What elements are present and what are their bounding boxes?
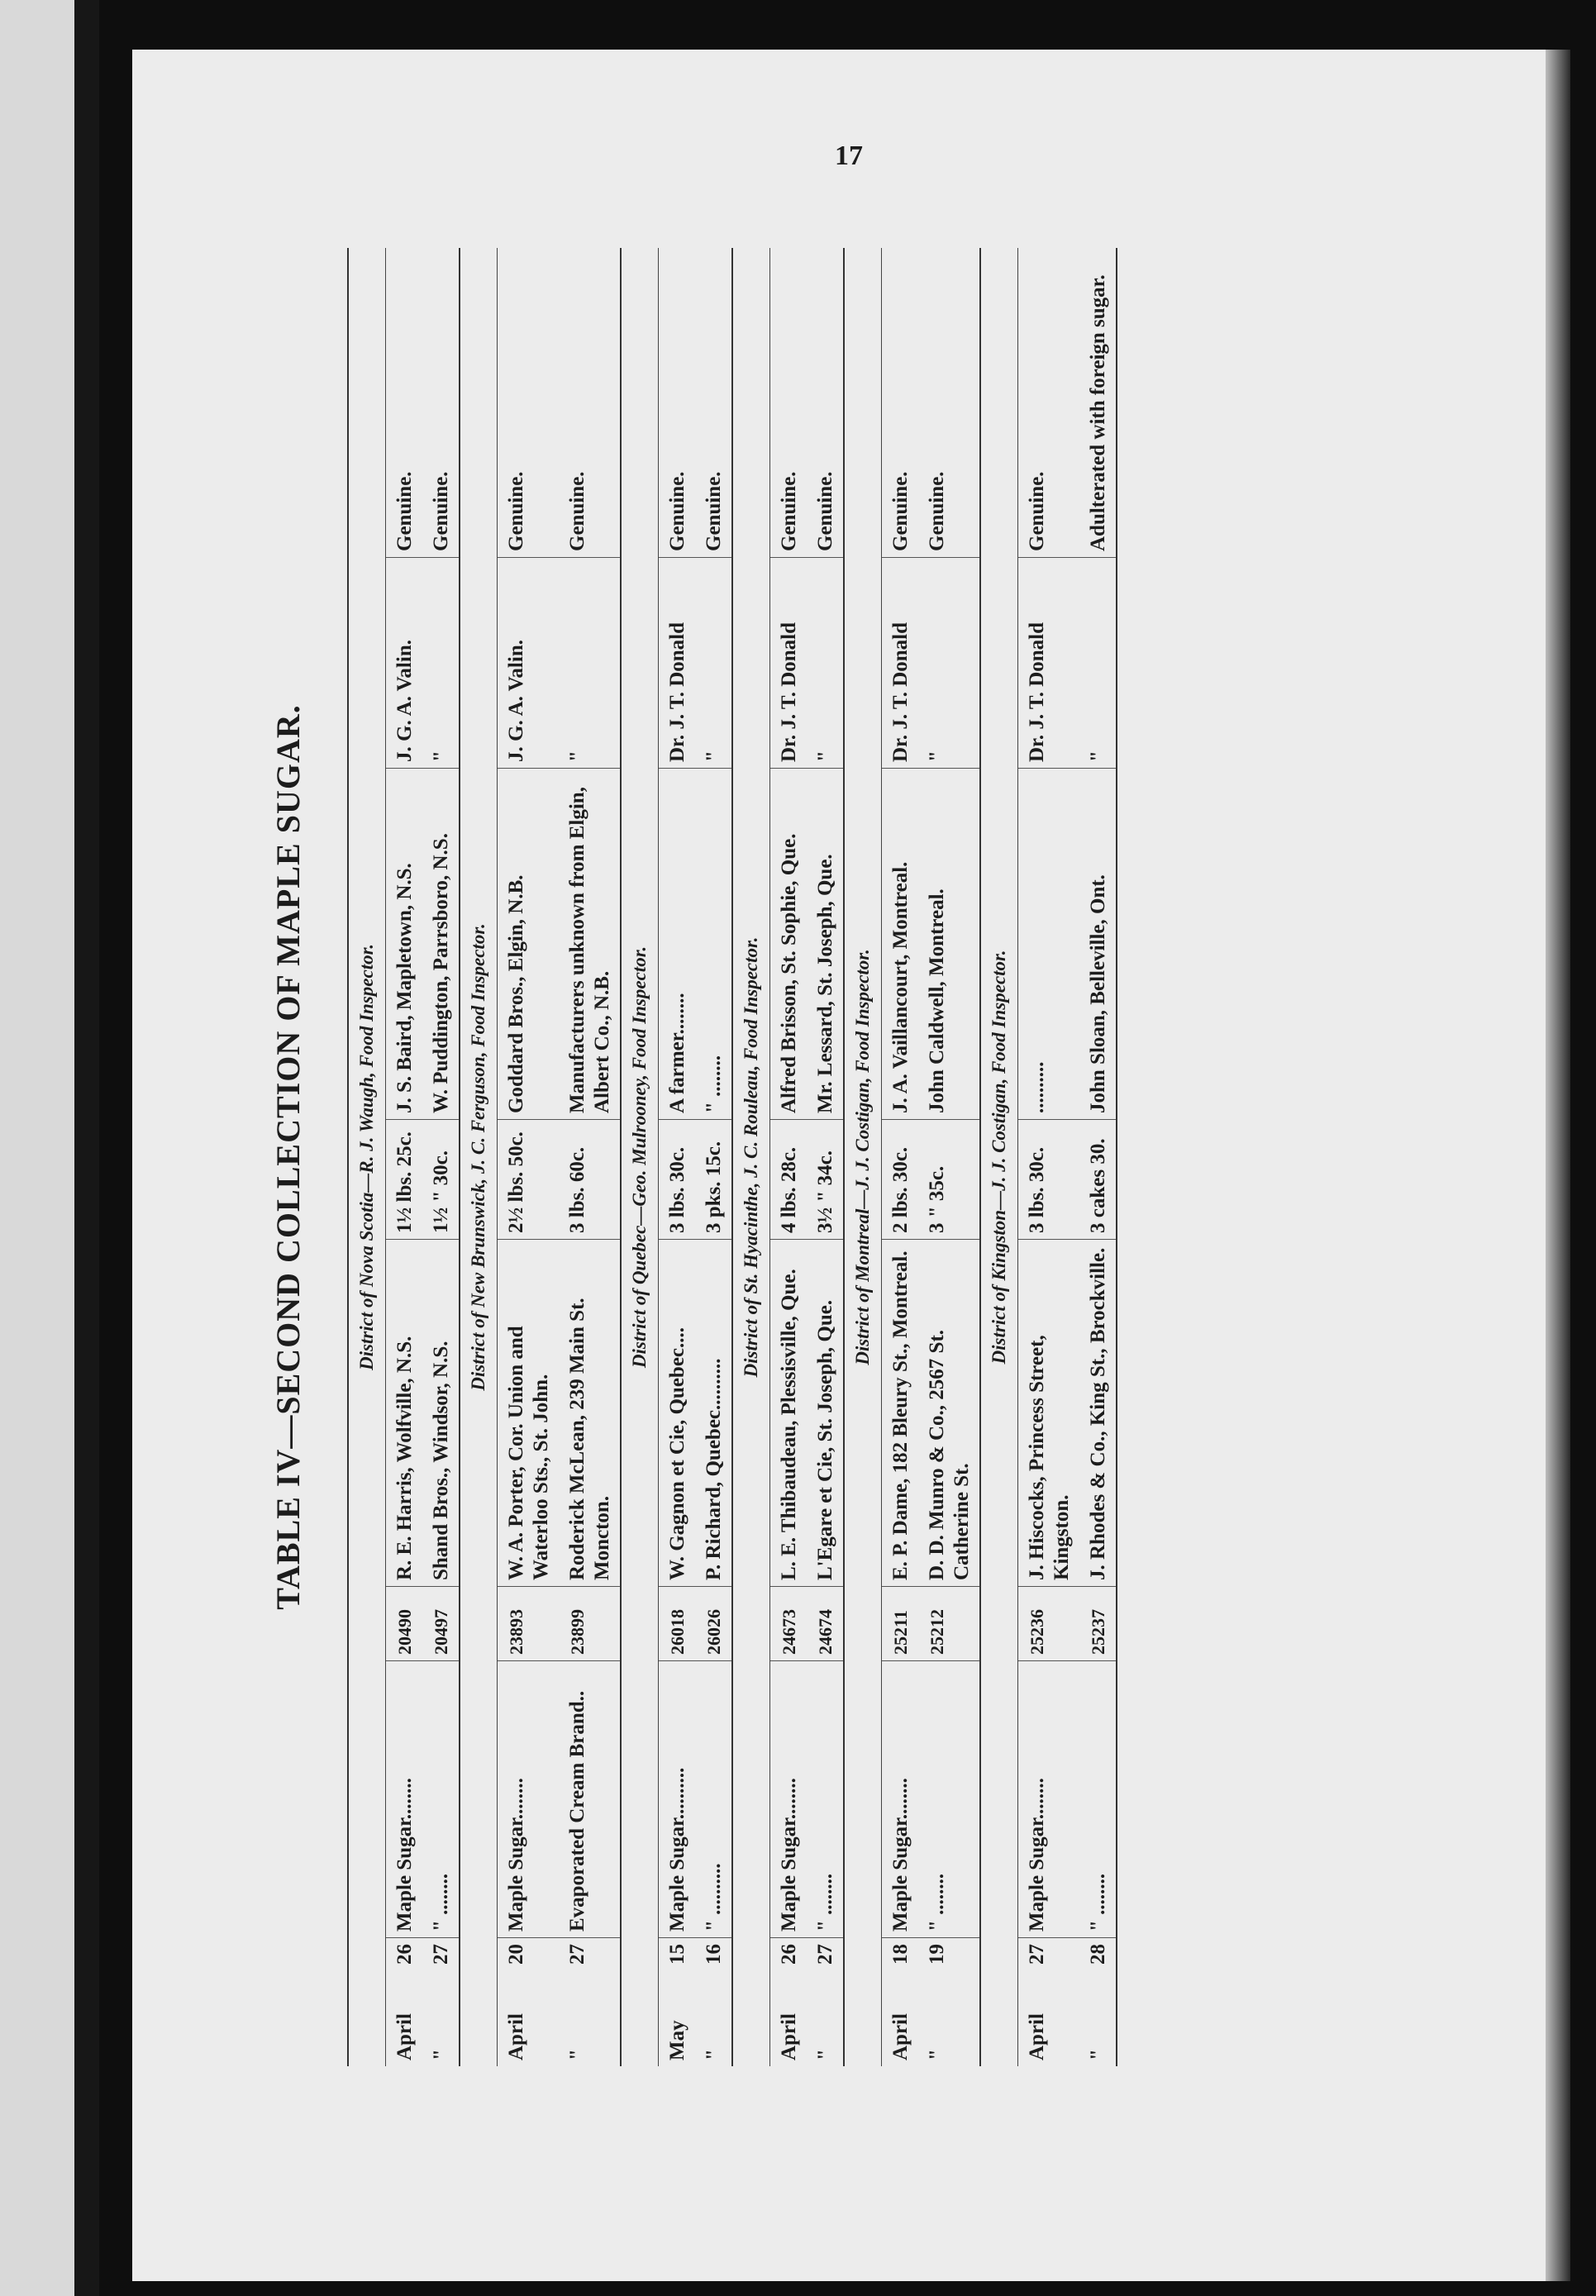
month: April (505, 2013, 527, 2060)
day: 27 (566, 1944, 588, 1965)
manufacturer-cell: W. Puddington, Parrsboro, N.S. (422, 769, 459, 1120)
month: April (393, 2013, 416, 2060)
day: 18 (889, 1944, 912, 1965)
article-cell: Maple Sugar.......... (659, 1661, 695, 1938)
price-cell: 1½ lbs. 25c. (386, 1120, 422, 1240)
month: April (778, 2013, 800, 2060)
district-heading: District of Quebec—Geo. Mulrooney, Food Inspector. (622, 248, 659, 2066)
table-row (918, 248, 981, 2066)
result-cell: Genuine. (1018, 248, 1079, 558)
manufacturer-cell: Alfred Brisson, St. Sophie, Que. (770, 769, 807, 1120)
table-row (559, 248, 622, 2066)
price-cell: 3 pks. 15c. (695, 1120, 731, 1240)
manufacturer-cell: J. A. Vaillancourt, Montreal. (882, 769, 918, 1120)
sample-number-cell: 25237 (1079, 1587, 1116, 1661)
date-cell (422, 1938, 459, 2066)
month: " (814, 2049, 836, 2060)
price-cell: 1½ " 30c. (422, 1120, 459, 1240)
sample-number-cell: 24673 (770, 1587, 807, 1661)
manufacturer-cell: Mr. Lessard, St. Joseph, Que. (807, 769, 843, 1120)
analyst-cell: J. G. A. Valin. (498, 558, 559, 769)
result-cell: Genuine. (498, 248, 559, 558)
vendor-cell: W. Gagnon et Cie, Quebec.... (659, 1240, 695, 1587)
manufacturer-cell: J. S. Baird, Mapletown, N.S. (386, 769, 422, 1120)
article-cell: Maple Sugar........ (770, 1661, 807, 1938)
date-cell (1018, 1938, 1079, 2066)
table-row (659, 248, 695, 2066)
month: " (430, 2049, 452, 2060)
day: 26 (778, 1944, 800, 1965)
table-title: TABLE IV—SECOND COLLECTION OF MAPLE SUGAR. (269, 704, 307, 1610)
left-scan-strip (0, 0, 99, 2296)
analyst-cell: " (695, 558, 731, 769)
table-row (498, 248, 559, 2066)
date-cell (695, 1938, 731, 2066)
district-heading: District of Nova Scotia—R. J. Waugh, Food Inspector. (349, 248, 386, 2066)
manufacturer-cell: A farmer........ (659, 769, 695, 1120)
day: 27 (814, 1944, 836, 1965)
sample-number-cell: 20490 (386, 1587, 422, 1661)
table-row (695, 248, 733, 2066)
district-heading: District of New Brunswick, J. C. Ferguson, Food Inspector. (460, 248, 498, 2066)
sample-number-cell: 25212 (918, 1587, 979, 1661)
article-cell: " ........ (422, 1661, 459, 1938)
district-heading: District of Montreal—J. J. Costigan, Food Inspector. (845, 248, 882, 2066)
result-cell: Genuine. (422, 248, 459, 558)
rotated-table-area (174, 248, 1446, 2066)
date-cell (559, 1938, 620, 2066)
vendor-cell: D. D. Munro & Co., 2567 St. Catherine St. (918, 1240, 979, 1587)
district-heading: District of St. Hyacinthe, J. C. Rouleau, Food Inspector. (733, 248, 770, 2066)
month: " (703, 2049, 725, 2060)
date-cell (386, 1938, 422, 2066)
table-row (807, 248, 845, 2066)
price-cell: 2½ lbs. 50c. (498, 1120, 559, 1240)
sample-number-cell: 26018 (659, 1587, 695, 1661)
sample-number-cell: 25211 (882, 1587, 918, 1661)
vendor-cell: W. A. Porter, Cor. Union and Waterloo Sts., St. John. (498, 1240, 559, 1587)
month: " (1087, 2049, 1109, 2060)
vendor-cell: L'Egare et Cie, St. Joseph, Que. (807, 1240, 843, 1587)
price-cell: 3 lbs. 60c. (559, 1120, 620, 1240)
manufacturer-cell: " ........ (695, 769, 731, 1120)
article-cell: Evaporated Cream Brand.. (559, 1661, 620, 1938)
result-cell: Genuine. (695, 248, 731, 558)
table-row (386, 248, 422, 2066)
result-cell: Genuine. (882, 248, 918, 558)
article-cell: " .......... (695, 1661, 731, 1938)
manufacturer-cell: Goddard Bros., Elgin, N.B. (498, 769, 559, 1120)
price-cell: 3 lbs. 30c. (659, 1120, 695, 1240)
date-cell (659, 1938, 695, 2066)
sample-number-cell: 26026 (695, 1587, 731, 1661)
vendor-cell: R. E. Harris, Wolfville, N.S. (386, 1240, 422, 1587)
month: " (566, 2049, 588, 2060)
result-cell: Genuine. (559, 248, 620, 558)
manufacturer-cell: John Caldwell, Montreal. (918, 769, 979, 1120)
table-row (1018, 248, 1079, 2066)
month: May (666, 2020, 688, 2060)
sample-number-cell: 23899 (559, 1587, 620, 1661)
table-row (882, 248, 918, 2066)
result-cell: Genuine. (918, 248, 979, 558)
analyst-cell: Dr. J. T. Donald (1018, 558, 1079, 769)
date-cell (498, 1938, 559, 2066)
result-cell: Genuine. (659, 248, 695, 558)
analyst-cell: Dr. J. T. Donald (659, 558, 695, 769)
sample-number-cell: 20497 (422, 1587, 459, 1661)
page-edge (1546, 50, 1570, 2281)
month: April (889, 2013, 912, 2060)
day: 16 (703, 1944, 725, 1965)
vendor-cell: Shand Bros., Windsor, N.S. (422, 1240, 459, 1587)
manufacturer-cell: .......... (1018, 769, 1079, 1120)
analyst-cell: Dr. J. T. Donald (770, 558, 807, 769)
vendor-cell: P. Richard, Quebec.......... (695, 1240, 731, 1587)
date-cell (918, 1938, 979, 2066)
day: 28 (1087, 1944, 1109, 1965)
article-cell: Maple Sugar........ (386, 1661, 422, 1938)
day: 27 (430, 1944, 452, 1965)
day: 20 (505, 1944, 527, 1965)
price-cell: 3 " 35c. (918, 1120, 979, 1240)
article-cell: " ........ (918, 1661, 979, 1938)
analyst-cell: " (1079, 558, 1116, 769)
day: 27 (1026, 1944, 1048, 1965)
day: 26 (393, 1944, 416, 1965)
sample-number-cell: 23893 (498, 1587, 559, 1661)
price-cell: 4 lbs. 28c. (770, 1120, 807, 1240)
date-cell (882, 1938, 918, 2066)
price-cell: 3 lbs. 30c. (1018, 1120, 1079, 1240)
analyst-cell: " (918, 558, 979, 769)
result-cell: Genuine. (386, 248, 422, 558)
analyst-cell: " (422, 558, 459, 769)
day: 19 (926, 1944, 948, 1965)
sample-number-cell: 24674 (807, 1587, 843, 1661)
sample-number-cell: 25236 (1018, 1587, 1079, 1661)
maple-sugar-table (347, 248, 1117, 2066)
analyst-cell: " (559, 558, 620, 769)
analyst-cell: Dr. J. T. Donald (882, 558, 918, 769)
vendor-cell: J. Rhodes & Co., King St., Brockville. (1079, 1240, 1116, 1587)
page-number: 17 (835, 141, 863, 171)
date-cell (807, 1938, 843, 2066)
analyst-cell: " (807, 558, 843, 769)
vendor-cell: Roderick McLean, 239 Main St. Moncton. (559, 1240, 620, 1587)
price-cell: 3½ " 34c. (807, 1120, 843, 1240)
day: 15 (666, 1944, 688, 1965)
month: " (926, 2049, 948, 2060)
vendor-cell: E. P. Dame, 182 Bleury St., Montreal. (882, 1240, 918, 1587)
manufacturer-cell: John Sloan, Belleville, Ont. (1079, 769, 1116, 1120)
article-cell: " ........ (807, 1661, 843, 1938)
price-cell: 2 lbs. 30c. (882, 1120, 918, 1240)
result-cell: Genuine. (770, 248, 807, 558)
district-heading: District of Kingston—J. J. Costigan, Food Inspector. (981, 248, 1018, 2066)
vendor-cell: J. Hiscocks, Princess Street, Kingston. (1018, 1240, 1079, 1587)
date-cell (770, 1938, 807, 2066)
price-cell: 3 cakes 30. (1079, 1120, 1116, 1240)
vendor-cell: L. E. Thibaudeau, Plessisville, Que. (770, 1240, 807, 1587)
article-cell: Maple Sugar........ (1018, 1661, 1079, 1938)
month: April (1026, 2013, 1048, 2060)
result-cell: Genuine. (807, 248, 843, 558)
analyst-cell: J. G. A. Valin. (386, 558, 422, 769)
article-cell: Maple Sugar........ (882, 1661, 918, 1938)
article-cell: " ........ (1079, 1661, 1116, 1938)
date-cell (1079, 1938, 1116, 2066)
result-cell: Adulterated with foreign sugar. (1079, 248, 1116, 558)
binding-shadow (74, 0, 99, 2296)
table-row (1079, 248, 1117, 2066)
manufacturer-cell: Manufacturers unknown from Elgin, Albert Co., N.B. (559, 769, 620, 1120)
table-row (770, 248, 807, 2066)
table-row (422, 248, 460, 2066)
article-cell: Maple Sugar........ (498, 1661, 559, 1938)
